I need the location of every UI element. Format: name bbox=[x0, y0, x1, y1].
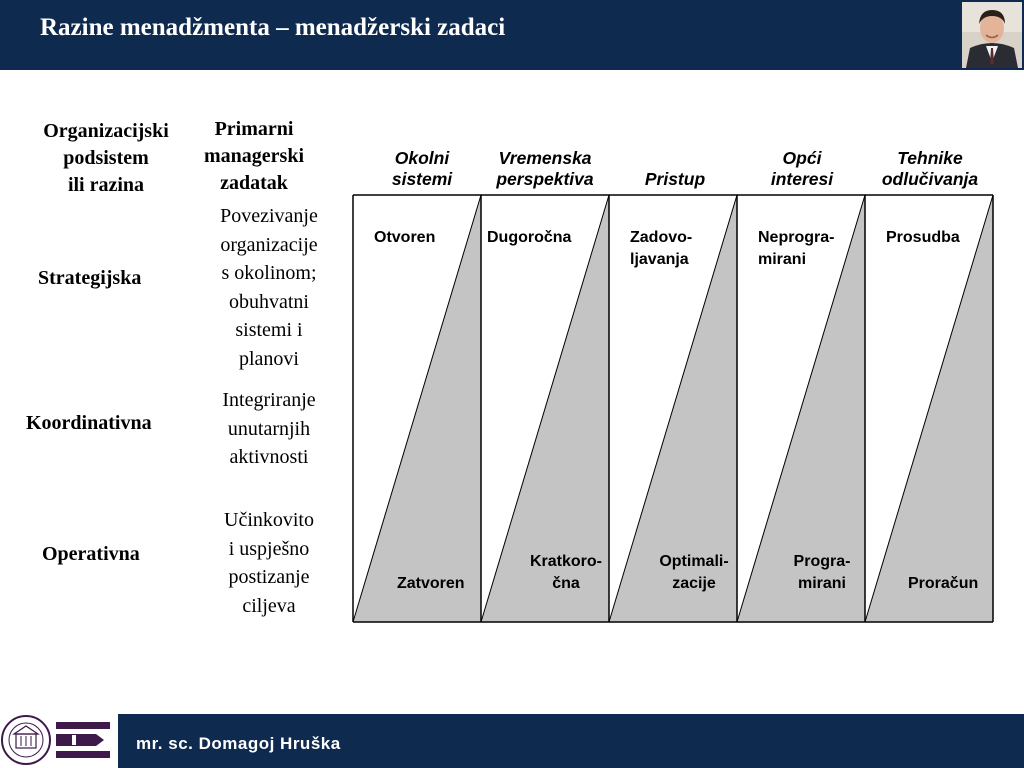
faculty-logo-icon bbox=[56, 722, 110, 758]
logo-group bbox=[0, 712, 118, 768]
task-line: unutarnjih bbox=[227, 417, 311, 440]
task-header-line: managerski bbox=[204, 145, 304, 167]
task-line: sistemi i bbox=[235, 319, 303, 341]
task-line: i uspješno bbox=[228, 537, 310, 560]
label-line: čna bbox=[552, 574, 580, 592]
task-line: Povezivanje bbox=[220, 205, 318, 227]
task-line: organizacije bbox=[220, 233, 318, 256]
dimension-header-line: Tehnike bbox=[897, 148, 963, 168]
label-line: zacije bbox=[672, 574, 716, 592]
label-judgment bbox=[886, 227, 960, 249]
label-line: Optimali- bbox=[659, 553, 729, 570]
subsystem-header-line: podsistem bbox=[63, 147, 149, 169]
label-line: Proračun bbox=[908, 575, 979, 592]
level-operative: Operativna bbox=[42, 543, 140, 565]
label-calculation bbox=[908, 573, 978, 595]
subsystem-header-line: ili razina bbox=[67, 174, 145, 196]
dimension-header-line: Vremenska bbox=[498, 148, 592, 168]
label-optimizing bbox=[646, 551, 742, 594]
label-line: mirani bbox=[758, 250, 807, 268]
dimension-header-line: Pristup bbox=[644, 169, 706, 189]
label-short-term bbox=[518, 551, 614, 594]
university-seal-icon bbox=[2, 716, 50, 764]
subsystem-header-line: Organizacijski bbox=[43, 120, 169, 142]
footer-author: mr. sc. Domagoj Hruška bbox=[136, 734, 341, 753]
label-line: Neprogra- bbox=[758, 229, 835, 246]
task-line: planovi bbox=[239, 347, 299, 370]
task-line: Učinkovito bbox=[224, 509, 314, 531]
label-unprogrammed bbox=[758, 227, 834, 270]
task-header-line: Primarni bbox=[214, 118, 294, 140]
label-line: ljavanja bbox=[630, 250, 689, 268]
wedge-environment bbox=[353, 195, 481, 622]
label-long-term bbox=[487, 227, 571, 249]
task-line: aktivnosti bbox=[229, 446, 309, 468]
label-closed bbox=[397, 573, 465, 595]
slide-title: Razine menadžmenta – menadžerski zadaci bbox=[40, 14, 506, 41]
wedge-decision bbox=[865, 195, 993, 622]
task-header-line: zadatak bbox=[220, 172, 288, 194]
level-strategic: Strategijska bbox=[38, 267, 142, 289]
label-line: Kratkoro- bbox=[529, 553, 602, 570]
label-satisficing bbox=[630, 227, 692, 270]
dimension-header-line: sistemi bbox=[391, 169, 453, 189]
label-programmed bbox=[774, 551, 870, 594]
level-coordinative: Koordinativna bbox=[26, 412, 152, 434]
label-open bbox=[374, 227, 435, 249]
dimension-header-line: Opći bbox=[782, 148, 822, 168]
label-line: Prosudba bbox=[886, 229, 960, 246]
task-line: ciljeva bbox=[242, 594, 296, 617]
dimension-header-line: perspektiva bbox=[496, 169, 594, 189]
task-line: s okolinom; bbox=[221, 262, 317, 284]
footer-bar bbox=[118, 714, 1024, 768]
dimension-header-line: interesi bbox=[770, 169, 834, 189]
label-line: Dugoročna bbox=[487, 229, 572, 246]
label-line: Progra- bbox=[793, 553, 851, 570]
label-line: Zadovo- bbox=[630, 229, 693, 246]
dimension-header-line: Okolni bbox=[394, 148, 450, 168]
label-line: mirani bbox=[797, 574, 846, 592]
task-line: obuhvatni bbox=[229, 290, 309, 313]
dimension-header-line: odlučivanja bbox=[881, 169, 979, 189]
label-line: Zatvoren bbox=[397, 575, 465, 592]
task-line: postizanje bbox=[228, 566, 310, 588]
task-line: Integriranje bbox=[222, 389, 316, 411]
label-line: Otvoren bbox=[374, 229, 436, 246]
